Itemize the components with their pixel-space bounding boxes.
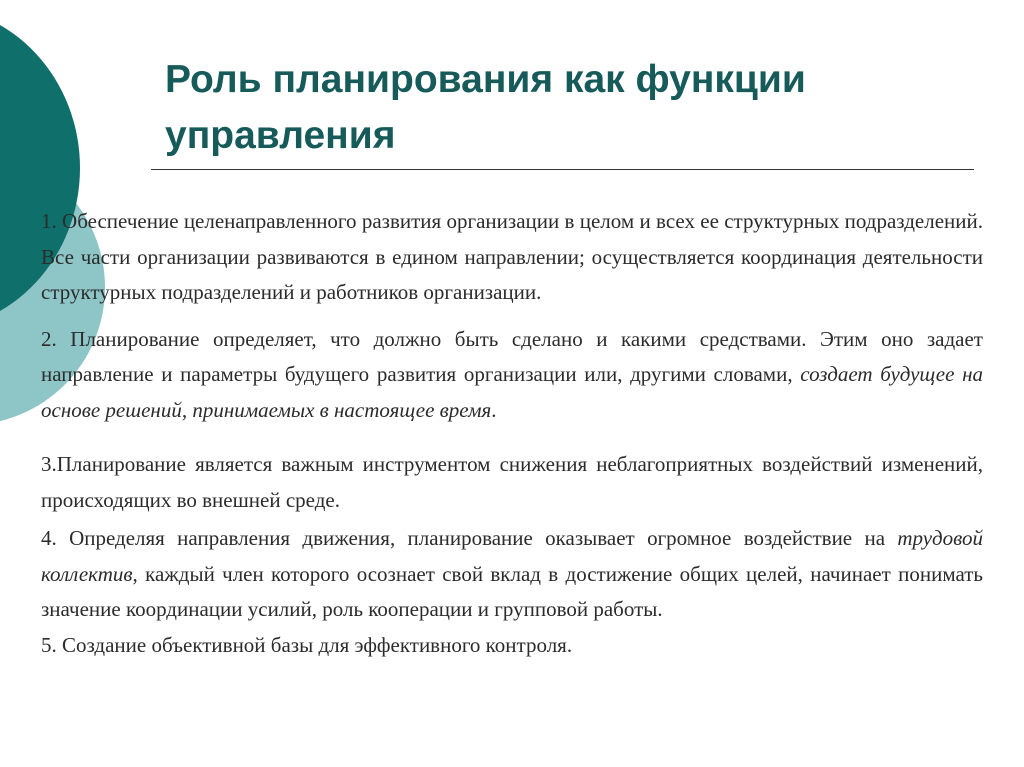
paragraph-5-text: 5. Создание объективной базы для эффективного контроля. bbox=[41, 632, 573, 657]
paragraph-3-text: 3.Планирование является важным инструментом снижения неблагоприятных воздействий изменений, происходящих во внешней среде. bbox=[41, 452, 983, 512]
title-divider bbox=[151, 169, 974, 170]
paragraph-3 bbox=[41, 447, 983, 518]
slide-title: Роль планирования как функции управления bbox=[165, 58, 806, 157]
paragraph-2-text: 2. Планирование определяет, что должно быть сделано и какими средствами. Этим оно задает направление и параметры будущего развития организации или, другими словами, bbox=[41, 326, 983, 386]
paragraph-2-end: . bbox=[491, 397, 497, 422]
paragraph-2-emphasis: создает будущее на основе решений, принимаемых в настоящее время bbox=[41, 362, 984, 422]
paragraph-1 bbox=[41, 204, 983, 311]
paragraph-1-text: 1. Обеспечение целенаправленного развития организации в целом и всех ее структурных подразделений. Все части организации развиваются в едином направлении; осуществляется координация деятельности структурных подразделений и работников организации. bbox=[41, 209, 983, 304]
paragraph-5 bbox=[41, 628, 983, 664]
slide-body bbox=[41, 204, 983, 663]
paragraph-4 bbox=[41, 521, 983, 628]
paragraph-4-emphasis: трудовой коллектив bbox=[41, 526, 983, 586]
paragraph-2 bbox=[41, 322, 983, 429]
paragraph-4-end: , каждый член которого осознает свой вклад в достижение общих целей, начинает понимать значение координации усилий, роль кооперации и групповой работы. bbox=[41, 561, 983, 621]
paragraph-4-text: 4. Определяя направления движения, планирование оказывает огромное воздействие на bbox=[41, 526, 898, 550]
